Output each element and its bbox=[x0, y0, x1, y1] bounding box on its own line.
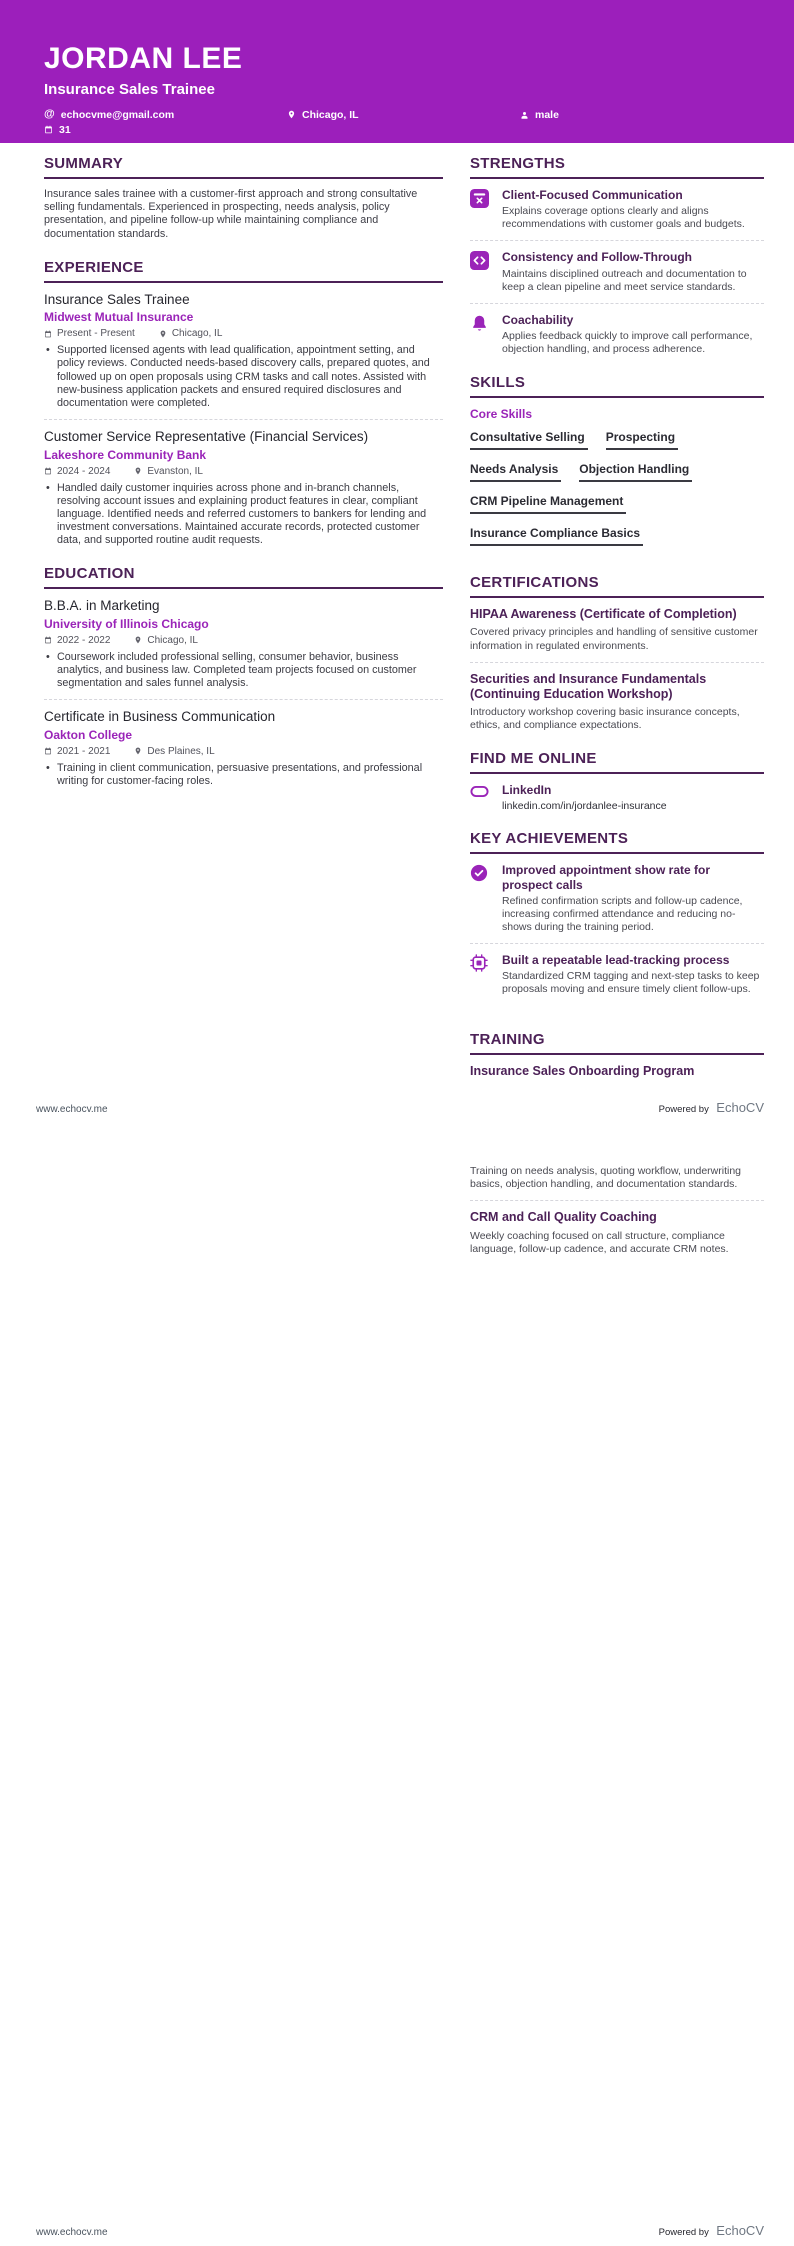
education-item bbox=[44, 709, 443, 788]
experience-dates bbox=[44, 328, 135, 339]
location-pin-icon bbox=[134, 466, 142, 476]
strengths-section bbox=[470, 155, 764, 356]
education-bullets bbox=[44, 651, 443, 691]
strength-text: Maintains disciplined outreach and documentation to keep a clean pipeline and meet service standards. bbox=[502, 267, 747, 293]
page-footer bbox=[36, 1099, 764, 1117]
divider bbox=[470, 303, 764, 304]
strength-body bbox=[502, 188, 764, 231]
echocv-brand[interactable]: EchoCV bbox=[716, 2223, 764, 2238]
bell-icon bbox=[470, 313, 490, 356]
contact-gender bbox=[520, 109, 559, 121]
location-value: Chicago, IL bbox=[147, 634, 198, 646]
footer-site-link[interactable]: www.echocv.me bbox=[36, 1104, 108, 1115]
dates-value: Present - Present bbox=[57, 328, 135, 340]
education-dates bbox=[44, 746, 110, 757]
powered-by bbox=[659, 2222, 764, 2240]
training-heading: TRAINING bbox=[470, 1031, 764, 1055]
summary-section bbox=[44, 155, 443, 241]
strengths-heading: STRENGTHS bbox=[470, 155, 764, 179]
divider bbox=[470, 662, 764, 663]
achievement-body bbox=[502, 953, 764, 996]
skills-heading: SKILLS bbox=[470, 374, 764, 398]
contact-info bbox=[44, 107, 750, 137]
achievement-item bbox=[470, 953, 764, 996]
education-school: University of Illinois Chicago bbox=[44, 616, 209, 631]
achievement-text: Refined confirmation scripts and follow-up cadence, increasing confirmed attendance and reducing no-shows during the training period. bbox=[502, 894, 743, 934]
skills-list bbox=[470, 428, 764, 556]
location-pin-icon bbox=[159, 329, 167, 339]
strength-text: Applies feedback quickly to improve call performance, objection handling, and process adherence. bbox=[502, 329, 753, 356]
location-value: Chicago, IL bbox=[302, 108, 359, 121]
resume-page-2 bbox=[0, 1123, 794, 2246]
certification-text: Introductory workshop covering basic insurance concepts, ethics, and compliance expectations. bbox=[470, 706, 740, 732]
resume-header bbox=[0, 0, 794, 143]
email-icon: @ bbox=[44, 108, 55, 120]
achievement-title: Improved appointment show rate for prospect calls bbox=[502, 863, 711, 892]
education-bullets bbox=[44, 762, 443, 788]
strength-body bbox=[502, 250, 764, 293]
experience-dates bbox=[44, 466, 110, 477]
certification-title: HIPAA Awareness (Certificate of Completion) bbox=[470, 607, 737, 622]
contact-age bbox=[44, 124, 71, 136]
skill-tag: Objection Handling bbox=[579, 462, 692, 482]
strength-text: Explains coverage options clearly and aligns recommendations with customer goals and budgets. bbox=[502, 205, 745, 231]
location-value: Evanston, IL bbox=[147, 465, 203, 477]
location-pin-icon bbox=[134, 746, 142, 756]
check-circle-icon bbox=[470, 863, 490, 934]
education-location bbox=[134, 746, 214, 757]
strength-item bbox=[470, 250, 764, 293]
online-profile-url[interactable]: linkedin.com/in/jordanlee-insurance bbox=[502, 800, 667, 813]
training-title: Insurance Sales Onboarding Program bbox=[470, 1063, 695, 1078]
experience-section bbox=[44, 259, 443, 548]
dates-value: 2021 - 2021 bbox=[57, 745, 111, 757]
location-value: Chicago, IL bbox=[171, 328, 223, 340]
experience-item bbox=[44, 292, 443, 410]
powered-by-prefix: Powered by bbox=[658, 2227, 709, 2238]
experience-location bbox=[159, 328, 223, 339]
calendar-icon bbox=[44, 747, 52, 755]
education-bullet: • Coursework included professional selling, consumer behavior, business analytics, and business law. Completed team projects focused on customer segmentation and sales funnel analysis. bbox=[44, 651, 443, 691]
candidate-job-title: Insurance Sales Trainee bbox=[44, 81, 215, 98]
page-footer bbox=[36, 2222, 764, 2240]
experience-bullet: • Supported licensed agents with lead qualification, appointment setting, and policy reviews. Conducted needs-based discovery calls, prepared quotes, and followed up on open proposals using CRM tasks and call notes. Assisted with new-business application packets and ensured required disclosures and documentation were completed. bbox=[44, 344, 443, 410]
calendar-icon bbox=[44, 467, 52, 475]
experience-bullets bbox=[44, 344, 443, 410]
dates-value: 2022 - 2022 bbox=[57, 634, 111, 646]
experience-title: Insurance Sales Trainee bbox=[44, 291, 190, 307]
find-me-online-section bbox=[470, 750, 764, 812]
experience-company: Midwest Mutual Insurance bbox=[44, 310, 194, 325]
certification-item bbox=[470, 607, 764, 653]
location-pin-icon bbox=[134, 635, 142, 645]
education-section bbox=[44, 565, 443, 788]
skills-group-label: Core Skills bbox=[470, 407, 533, 422]
contact-location bbox=[287, 109, 520, 121]
calendar-icon bbox=[44, 125, 53, 134]
education-degree: B.B.A. in Marketing bbox=[44, 598, 160, 614]
education-meta bbox=[44, 635, 443, 646]
strength-body bbox=[502, 313, 764, 356]
certification-item bbox=[470, 672, 764, 733]
location-value: Des Plaines, IL bbox=[147, 745, 215, 757]
experience-bullets bbox=[44, 482, 443, 548]
education-location bbox=[134, 635, 198, 646]
skills-section bbox=[470, 374, 764, 556]
experience-company: Lakeshore Community Bank bbox=[44, 447, 207, 462]
experience-location bbox=[134, 466, 203, 477]
training-item bbox=[470, 1210, 764, 1256]
strength-title: Client-Focused Communication bbox=[502, 188, 683, 202]
email-value[interactable]: echocvme@gmail.com bbox=[60, 108, 175, 121]
experience-title: Customer Service Representative (Financial Services) bbox=[44, 429, 369, 445]
dates-value: 2024 - 2024 bbox=[57, 465, 111, 477]
certifications-heading: CERTIFICATIONS bbox=[470, 574, 764, 598]
location-pin-icon bbox=[287, 109, 296, 120]
training-text: Weekly coaching focused on call structure, compliance language, follow-up cadence, and accurate CRM notes. bbox=[470, 1229, 729, 1255]
achievement-title: Built a repeatable lead-tracking process bbox=[502, 953, 730, 968]
certification-text: Covered privacy principles and handling of sensitive customer information in regulated environments. bbox=[470, 626, 758, 652]
education-meta bbox=[44, 746, 443, 757]
key-achievements-section bbox=[470, 830, 764, 996]
find-me-online-heading: FIND ME ONLINE bbox=[470, 750, 764, 774]
online-profile-body bbox=[502, 783, 764, 812]
linkedin-icon bbox=[470, 783, 490, 804]
skill-tag: Consultative Selling bbox=[470, 430, 588, 450]
divider bbox=[470, 240, 764, 241]
achievement-item bbox=[470, 863, 764, 934]
powered-by-prefix: Powered by bbox=[658, 1104, 709, 1115]
education-dates bbox=[44, 635, 110, 646]
online-profile-label: LinkedIn bbox=[502, 783, 552, 798]
certification-title: Securities and Insurance Fundamentals (Continuing Education Workshop) bbox=[470, 671, 707, 701]
achievement-body bbox=[502, 863, 764, 934]
experience-meta bbox=[44, 466, 443, 477]
divider bbox=[470, 1200, 764, 1201]
experience-item bbox=[44, 429, 443, 547]
skill-tag: Insurance Compliance Basics bbox=[470, 526, 643, 546]
experience-heading: EXPERIENCE bbox=[44, 259, 443, 283]
right-column bbox=[470, 155, 764, 1079]
divider bbox=[44, 699, 443, 700]
online-profile-item bbox=[470, 783, 764, 812]
divider bbox=[470, 943, 764, 944]
candidate-name: JORDAN LEE bbox=[44, 42, 243, 75]
powered-by bbox=[659, 1099, 764, 1117]
strength-title: Coachability bbox=[502, 312, 574, 327]
archive-box-icon bbox=[470, 188, 490, 231]
key-achievements-heading: KEY ACHIEVEMENTS bbox=[470, 830, 764, 854]
divider bbox=[44, 419, 443, 420]
calendar-icon bbox=[44, 330, 52, 338]
training-section bbox=[470, 1031, 764, 1079]
experience-meta bbox=[44, 328, 443, 339]
contact-row-1 bbox=[44, 107, 750, 122]
training-title: CRM and Call Quality Coaching bbox=[470, 1210, 657, 1225]
training-continuation bbox=[470, 1165, 764, 1256]
code-icon bbox=[470, 250, 490, 293]
strength-title: Consistency and Follow-Through bbox=[502, 250, 692, 265]
summary-heading: SUMMARY bbox=[44, 155, 443, 179]
skill-tag: Prospecting bbox=[606, 430, 678, 450]
strength-item bbox=[470, 188, 764, 231]
age-value: 31 bbox=[59, 123, 71, 136]
experience-bullet: • Handled daily customer inquiries across phone and in-branch channels, resolving account issues and explaining product features in clear, compliant language. Identified needs and referred customers to bankers for lending and investment conversations. Maintained accurate records, protected customer data, and supported routine audit requests. bbox=[44, 482, 443, 548]
echocv-brand[interactable]: EchoCV bbox=[716, 1100, 764, 1115]
training-text: Training on needs analysis, quoting workflow, underwriting basics, objection handling, and documentation standards. bbox=[470, 1165, 742, 1191]
skill-tag: CRM Pipeline Management bbox=[470, 494, 626, 514]
person-icon bbox=[520, 110, 529, 120]
strength-item bbox=[470, 313, 764, 356]
education-degree: Certificate in Business Communication bbox=[44, 709, 276, 725]
achievement-text: Standardized CRM tagging and next-step tasks to keep proposals moving and ensure timely client follow-ups. bbox=[502, 970, 760, 996]
contact-email bbox=[44, 109, 287, 121]
calendar-icon bbox=[44, 636, 52, 644]
left-column bbox=[44, 155, 443, 1079]
skill-tag: Needs Analysis bbox=[470, 462, 561, 482]
gender-value: male bbox=[535, 108, 559, 121]
cpu-icon bbox=[470, 953, 490, 996]
resume-body bbox=[0, 143, 794, 1079]
footer-site-link[interactable]: www.echocv.me bbox=[36, 2227, 108, 2238]
education-item bbox=[44, 598, 443, 690]
education-heading: EDUCATION bbox=[44, 565, 443, 589]
certifications-section bbox=[470, 574, 764, 732]
contact-row-2 bbox=[44, 122, 750, 137]
education-bullet: • Training in client communication, persuasive presentations, and professional writing for customer-facing roles. bbox=[44, 762, 443, 788]
summary-text: Insurance sales trainee with a customer-first approach and strong consultative selling fundamentals. Experienced in prospecting, needs analysis, policy presentation, and pipeline follow-up while maintaining compliance and documentation standards. bbox=[44, 188, 418, 240]
education-school: Oakton College bbox=[44, 727, 133, 742]
